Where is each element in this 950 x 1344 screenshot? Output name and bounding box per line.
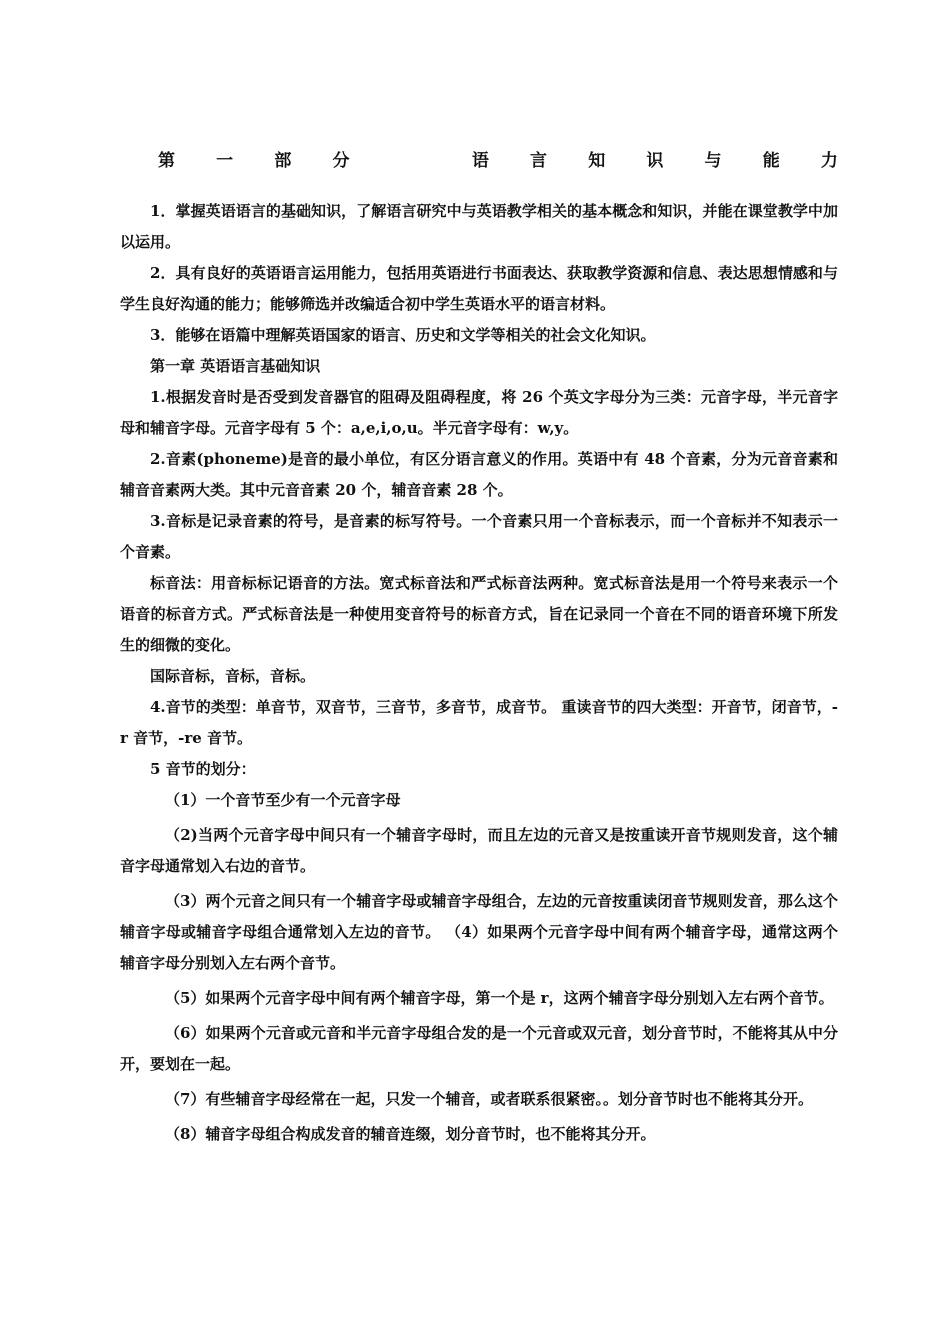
chapter-heading: 第一章 英语语言基础知识 xyxy=(150,357,321,375)
title-char: 知 xyxy=(588,151,606,171)
title-char: 一 xyxy=(216,151,234,171)
rule-2: （2)当两个元音字母中间只有一个辅音字母时，而且左边的元音又是按重读开音节规则发音，这个辅音字母通常划入右边的音节。 xyxy=(120,826,838,875)
title-char: 力 xyxy=(820,151,838,171)
paragraph-syllable-types: 4.音节的类型：单音节，双音节，三音节，多音节，成音节。 重读音节的四大类型：开音节，闭音节，-r 音节，-re 音节。 xyxy=(120,698,838,747)
objective-2: 2．具有良好的英语语言运用能力，包括用英语进行书面表达、获取教学资源和信息、表达思想情感和与学生良好沟通的能力；能够筛选并改编适合初中学生英语水平的语言材料。 xyxy=(120,264,838,313)
paragraph-letters: 1.根据发音时是否受到发音器官的阻碍及阻碍程度，将 26 个英文字母分为三类：元音字母，半元音字母和辅音字母。元音字母有 5 个：a,e,i,o,u。半元音字母有：w,y。 xyxy=(120,388,838,437)
page-title xyxy=(158,146,838,171)
title-char: 与 xyxy=(704,151,722,171)
title-char: 识 xyxy=(646,151,664,171)
title-char: 语 xyxy=(471,151,489,171)
paragraph-ipa: 国际音标，音标，音标。 xyxy=(150,667,316,685)
paragraph-phonetic-symbol: 3.音标是记录音素的符号，是音素的标写符号。一个音素只用一个音标表示，而一个音标并不知表示一个音素。 xyxy=(120,512,838,561)
rule-8: （8）辅音字母组合构成发音的辅音连缀，划分音节时，也不能将其分开。 xyxy=(165,1125,656,1143)
title-char: 分 xyxy=(332,151,350,171)
title-char: 能 xyxy=(762,151,780,171)
objective-1: 1．掌握英语语言的基础知识，了解语言研究中与英语教学相关的基本概念和知识，并能在课堂教学中加以运用。 xyxy=(120,202,838,251)
title-char: 言 xyxy=(530,151,548,171)
rule-5: （5）如果两个元音字母中间有两个辅音字母，第一个是 r，这两个辅音字母分别划入左右两个音节。 xyxy=(165,989,834,1007)
rule-1: （1）一个音节至少有一个元音字母 xyxy=(165,791,401,809)
title-gap xyxy=(391,146,431,171)
rule-6: （6）如果两个元音或元音和半元音字母组合发的是一个元音或双元音，划分音节时，不能将其从中分开，要划在一起。 xyxy=(120,1024,838,1073)
document-body xyxy=(120,196,838,1150)
objective-3: 3．能够在语篇中理解英语国家的语言、历史和文学等相关的社会文化知识。 xyxy=(150,326,656,344)
paragraph-phoneme: 2.音素(phoneme)是音的最小单位，有区分语言意义的作用。英语中有 48 个音素，分为元音音素和辅音音素两大类。其中元音音素 20 个，辅音音素 28 个。 xyxy=(120,450,838,499)
title-char: 部 xyxy=(274,151,292,171)
rule-7: （7）有些辅音字母经常在一起，只发一个辅音，或者联系很紧密。。划分音节时也不能将其分开。 xyxy=(165,1090,813,1108)
title-char: 第 xyxy=(158,151,175,171)
rule-3-4: （3）两个元音之间只有一个辅音字母或辅音字母组合，左边的元音按重读闭音节规则发音，那么这个辅音字母或辅音字母组合通常划入左边的音节。 （4）如果两个元音字母中间有两个辅音字母，通常这两个辅音字母分别划入左右两个音节。 xyxy=(120,892,838,972)
paragraph-transcription: 标音法：用音标标记语音的方法。宽式标音法和严式标音法两种。宽式标音法是用一个符号来表示一个语音的标音方式。严式标音法是一种使用变音符号的标音方式，旨在记录同一个音在不同的语音环境下所发生的细微的变化。 xyxy=(120,574,838,654)
paragraph-syllable-division: 5 音节的划分： xyxy=(150,760,256,778)
